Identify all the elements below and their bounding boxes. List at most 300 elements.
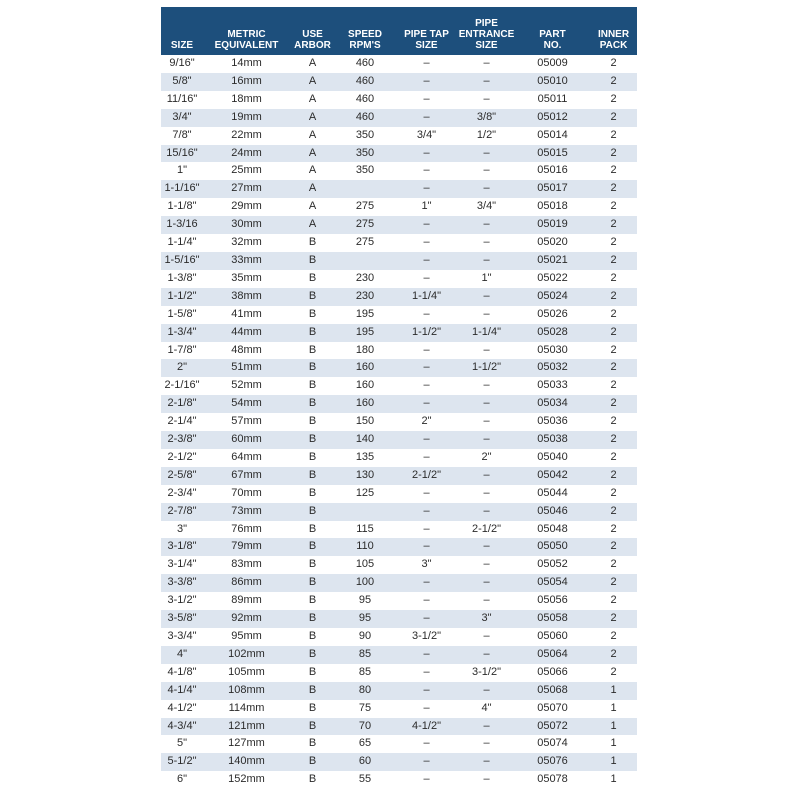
cell-inner-pack: 2: [610, 92, 617, 105]
cell-pipe-tap-size: –: [395, 73, 458, 91]
cell-pipe-tap-size: –: [423, 343, 430, 356]
cell-speed-rpm: 105: [355, 558, 375, 571]
cell-part-no: 05024: [515, 288, 590, 306]
cell-speed-rpm: 460: [355, 92, 375, 105]
cell-speed-rpm: 70: [335, 718, 395, 736]
cell-pipe-entrance-size: –: [483, 558, 490, 571]
cell-part-no: 05048: [537, 522, 568, 535]
cell-pipe-entrance-size: 3/8": [458, 109, 515, 127]
cell-pipe-tap-size: –: [395, 610, 458, 628]
table-row: [161, 127, 637, 145]
cell-speed-rpm: 115: [356, 522, 374, 535]
cell-pipe-tap-size: –: [395, 216, 458, 234]
column-header-line: USE: [302, 29, 323, 40]
cell-pipe-entrance-size: –: [483, 57, 490, 69]
cell-speed-rpm: 195: [355, 307, 375, 320]
cell-use-arbor: B: [308, 415, 317, 428]
cell-part-no: 05011: [537, 92, 568, 105]
cell-pipe-entrance-size: 1-1/2": [458, 359, 515, 377]
table-row: [161, 377, 637, 395]
cell-speed-rpm: [335, 503, 395, 521]
cell-pipe-tap-size: –: [395, 431, 458, 449]
cell-pipe-entrance-size: –: [483, 164, 490, 177]
column-header-line: INNER: [597, 29, 630, 40]
cell-inner-pack: 2: [610, 665, 617, 678]
cell-metric-equivalent: 60mm: [203, 431, 290, 449]
table-row: [161, 234, 637, 252]
cell-pipe-tap-size: –: [423, 665, 430, 678]
cell-part-no: 05012: [515, 109, 590, 127]
cell-inner-pack: 2: [610, 343, 617, 356]
cell-speed-rpm: 160: [355, 379, 375, 392]
cell-inner-pack: 2: [610, 200, 617, 213]
column-header-line: RPM'S: [349, 40, 381, 51]
cell-metric-equivalent: 30mm: [203, 216, 290, 234]
column-header-speed-rpm: [335, 7, 395, 55]
cell-use-arbor: B: [290, 324, 335, 342]
table-row: [161, 592, 637, 610]
cell-metric-equivalent: 73mm: [203, 503, 290, 521]
cell-pipe-entrance-size: –: [483, 236, 490, 249]
table-row: [161, 556, 637, 574]
cell-pipe-tap-size: –: [423, 92, 430, 105]
cell-metric-equivalent: 48mm: [231, 343, 262, 356]
cell-inner-pack: 2: [590, 145, 637, 163]
table-row: [161, 270, 637, 288]
cell-speed-rpm: 275: [355, 200, 375, 213]
cell-inner-pack: 1: [590, 718, 637, 736]
cell-part-no: 05072: [515, 718, 590, 736]
cell-part-no: 05021: [515, 252, 590, 270]
cell-part-no: 05009: [537, 57, 568, 69]
table-row: [161, 252, 637, 270]
column-header-line: SIZE: [475, 40, 498, 51]
cell-metric-equivalent: 25mm: [231, 164, 262, 177]
cell-speed-rpm: 350: [355, 128, 375, 141]
cell-size: 2-1/2": [167, 450, 197, 463]
cell-pipe-entrance-size: –: [458, 431, 515, 449]
table-row: [161, 162, 637, 180]
table-row: [161, 646, 637, 664]
cell-pipe-tap-size: –: [395, 682, 458, 700]
cell-use-arbor: B: [290, 431, 335, 449]
cell-pipe-tap-size: –: [423, 450, 430, 463]
cell-size: 4-1/4": [161, 682, 203, 700]
cell-pipe-tap-size: 4-1/2": [395, 718, 458, 736]
table-row: [161, 55, 637, 73]
cell-size: 1-7/8": [167, 343, 197, 356]
cell-part-no: 05056: [537, 594, 568, 607]
cell-part-no: 05022: [537, 271, 568, 284]
cell-part-no: 05078: [537, 773, 568, 786]
cell-pipe-entrance-size: –: [458, 753, 515, 771]
cell-size: 1-3/16: [161, 216, 203, 234]
cell-use-arbor: A: [290, 109, 335, 127]
cell-use-arbor: B: [290, 467, 335, 485]
cell-use-arbor: A: [308, 57, 317, 69]
table-row: [161, 521, 637, 539]
cell-pipe-entrance-size: –: [458, 252, 515, 270]
cell-size: 2-3/8": [161, 431, 203, 449]
cell-part-no: 05074: [537, 737, 568, 750]
table-row: [161, 467, 637, 485]
cell-speed-rpm: 275: [335, 216, 395, 234]
cell-size: 3-3/8": [161, 574, 203, 592]
cell-part-no: 05026: [537, 307, 568, 320]
cell-use-arbor: B: [290, 503, 335, 521]
cell-use-arbor: B: [290, 646, 335, 664]
cell-inner-pack: 1: [590, 682, 637, 700]
cell-part-no: 05050: [515, 538, 590, 556]
cell-size: 4-1/2": [167, 701, 197, 714]
cell-inner-pack: 2: [590, 431, 637, 449]
cell-metric-equivalent: 14mm: [231, 57, 262, 69]
cell-metric-equivalent: 70mm: [231, 486, 262, 499]
cell-speed-rpm: 55: [358, 773, 372, 786]
cell-use-arbor: B: [290, 574, 335, 592]
column-header-line: ENTRANCE: [458, 29, 515, 40]
cell-metric-equivalent: 92mm: [203, 610, 290, 628]
cell-size: 1-3/8": [167, 271, 197, 284]
cell-pipe-tap-size: –: [395, 359, 458, 377]
cell-pipe-tap-size: –: [423, 773, 430, 786]
cell-use-arbor: A: [308, 128, 317, 141]
cell-use-arbor: B: [308, 630, 317, 642]
cell-part-no: 05066: [537, 665, 568, 678]
table-row: [161, 664, 637, 682]
table-row: [161, 359, 637, 377]
cell-pipe-tap-size: –: [423, 701, 430, 714]
cell-speed-rpm: 160: [335, 359, 395, 377]
cell-part-no: 05046: [515, 503, 590, 521]
cell-pipe-entrance-size: –: [483, 343, 490, 356]
table-row: [161, 413, 637, 431]
cell-pipe-entrance-size: –: [483, 737, 490, 750]
column-header-line: SIZE: [170, 40, 194, 51]
cell-inner-pack: 1: [590, 753, 637, 771]
cell-part-no: 05016: [537, 164, 568, 177]
cell-speed-rpm: 85: [335, 646, 395, 664]
cell-speed-rpm: 195: [335, 324, 395, 342]
cell-use-arbor: B: [308, 450, 317, 463]
cell-pipe-tap-size: –: [395, 538, 458, 556]
cell-part-no: 05054: [515, 574, 590, 592]
cell-size: 5-1/2": [161, 753, 203, 771]
cell-size: 5": [176, 737, 188, 750]
cell-use-arbor: B: [308, 522, 317, 535]
cell-pipe-entrance-size: –: [483, 630, 490, 642]
cell-part-no: 05058: [515, 610, 590, 628]
table-row: [161, 431, 637, 449]
cell-size: 7/8": [172, 128, 192, 141]
cell-pipe-entrance-size: 1-1/4": [458, 324, 515, 342]
cell-speed-rpm: 230: [335, 288, 395, 306]
cell-pipe-entrance-size: 3/4": [476, 200, 497, 213]
cell-inner-pack: 1: [610, 737, 617, 750]
cell-use-arbor: B: [290, 359, 335, 377]
table-row: [161, 771, 637, 789]
table-row: [161, 395, 637, 413]
cell-inner-pack: 2: [610, 630, 617, 642]
cell-size: 2-3/4": [167, 486, 197, 499]
cell-use-arbor: B: [308, 343, 317, 356]
cell-pipe-entrance-size: –: [458, 574, 515, 592]
cell-pipe-entrance-size: –: [458, 503, 515, 521]
cell-pipe-tap-size: 3-1/2": [412, 630, 441, 642]
cell-speed-rpm: 180: [355, 343, 375, 356]
cell-inner-pack: 2: [590, 73, 637, 91]
cell-use-arbor: B: [290, 288, 335, 306]
cell-use-arbor: A: [308, 92, 317, 105]
cell-inner-pack: 2: [590, 216, 637, 234]
cell-size: 3-1/2": [167, 594, 197, 607]
cell-inner-pack: 2: [590, 574, 637, 592]
cell-metric-equivalent: 16mm: [203, 73, 290, 91]
table-row: [161, 342, 637, 360]
table-row: [161, 718, 637, 736]
cell-pipe-tap-size: –: [395, 109, 458, 127]
table-row: [161, 324, 637, 342]
cell-metric-equivalent: 29mm: [231, 200, 262, 213]
cell-pipe-entrance-size: –: [483, 92, 490, 105]
cell-speed-rpm: 75: [358, 701, 372, 714]
cell-part-no: 05010: [515, 73, 590, 91]
table-row: [161, 610, 637, 628]
cell-speed-rpm: 80: [335, 682, 395, 700]
cell-inner-pack: 2: [610, 307, 617, 320]
cell-use-arbor: B: [308, 594, 317, 607]
cell-speed-rpm: 230: [355, 271, 375, 284]
cell-speed-rpm: 460: [355, 57, 375, 69]
cell-use-arbor: B: [308, 486, 317, 499]
cell-use-arbor: A: [308, 164, 317, 177]
cell-metric-equivalent: 67mm: [203, 467, 290, 485]
cell-speed-rpm: 60: [335, 753, 395, 771]
cell-part-no: 05015: [515, 145, 590, 163]
cell-pipe-entrance-size: –: [458, 180, 515, 198]
table-row: [161, 628, 637, 646]
cell-size: 1-1/4": [167, 236, 197, 249]
cell-metric-equivalent: 102mm: [203, 646, 290, 664]
cell-pipe-tap-size: 1": [421, 200, 432, 213]
cell-pipe-entrance-size: –: [458, 288, 515, 306]
cell-metric-equivalent: 114mm: [228, 701, 265, 714]
column-header-line: PACK: [599, 40, 628, 51]
cell-inner-pack: 2: [610, 57, 617, 69]
cell-pipe-entrance-size: –: [458, 216, 515, 234]
cell-pipe-tap-size: –: [423, 271, 430, 284]
table-row: [161, 449, 637, 467]
cell-part-no: 05040: [537, 450, 568, 463]
cell-part-no: 05033: [537, 379, 568, 392]
cell-metric-equivalent: 140mm: [203, 753, 290, 771]
cell-inner-pack: 2: [610, 486, 617, 499]
cell-pipe-tap-size: –: [423, 522, 430, 535]
table-row: [161, 682, 637, 700]
cell-use-arbor: B: [308, 236, 317, 249]
table-row: [161, 503, 637, 521]
cell-inner-pack: 2: [590, 288, 637, 306]
cell-size: 1-1/2": [161, 288, 203, 306]
cell-metric-equivalent: 121mm: [203, 718, 290, 736]
cell-inner-pack: 2: [610, 450, 617, 463]
cell-inner-pack: 1: [610, 701, 617, 714]
cell-pipe-tap-size: 2": [421, 415, 432, 428]
cell-inner-pack: 2: [590, 180, 637, 198]
cell-metric-equivalent: 38mm: [203, 288, 290, 306]
cell-size: 3": [176, 522, 188, 535]
cell-pipe-tap-size: 2-1/2": [395, 467, 458, 485]
cell-use-arbor: B: [308, 737, 317, 750]
cell-inner-pack: 2: [610, 128, 617, 141]
cell-size: 4-1/8": [167, 665, 197, 678]
cell-pipe-tap-size: –: [395, 503, 458, 521]
table-row: [161, 145, 637, 163]
cell-size: 3-1/8": [161, 538, 203, 556]
cell-use-arbor: B: [290, 753, 335, 771]
cell-speed-rpm: 460: [335, 109, 395, 127]
cell-pipe-tap-size: –: [395, 646, 458, 664]
cell-pipe-entrance-size: 4": [481, 701, 492, 714]
cell-metric-equivalent: 51mm: [203, 359, 290, 377]
cell-metric-equivalent: 108mm: [203, 682, 290, 700]
cell-pipe-tap-size: 3/4": [416, 128, 437, 141]
cell-inner-pack: 2: [610, 415, 617, 428]
cell-part-no: 05052: [537, 558, 568, 571]
cell-pipe-tap-size: 3": [421, 558, 432, 571]
cell-pipe-tap-size: –: [395, 395, 458, 413]
cell-pipe-entrance-size: 2-1/2": [472, 522, 501, 535]
cell-use-arbor: A: [290, 73, 335, 91]
cell-size: 5/8": [161, 73, 203, 91]
cell-size: 2": [161, 359, 203, 377]
cell-use-arbor: B: [308, 558, 317, 571]
cell-size: 2-5/8": [161, 467, 203, 485]
cell-use-arbor: B: [290, 538, 335, 556]
cell-metric-equivalent: 27mm: [203, 180, 290, 198]
cell-part-no: 05020: [537, 236, 568, 249]
cell-use-arbor: B: [290, 252, 335, 270]
cell-use-arbor: B: [308, 773, 317, 786]
table-row: [161, 180, 637, 198]
column-header-size: [161, 7, 203, 55]
table-row: [161, 538, 637, 556]
cell-metric-equivalent: 24mm: [203, 145, 290, 163]
cell-pipe-entrance-size: –: [458, 718, 515, 736]
cell-pipe-entrance-size: –: [483, 773, 490, 786]
cell-speed-rpm: 90: [358, 630, 372, 642]
cell-part-no: 05036: [537, 415, 568, 428]
cell-pipe-tap-size: –: [423, 57, 430, 69]
cell-part-no: 05042: [515, 467, 590, 485]
cell-speed-rpm: 350: [335, 145, 395, 163]
cell-pipe-entrance-size: –: [483, 594, 490, 607]
cell-size: 1": [176, 164, 188, 177]
cell-metric-equivalent: 79mm: [203, 538, 290, 556]
column-header-line: PIPE: [475, 18, 498, 29]
cell-part-no: 05018: [537, 200, 568, 213]
cell-speed-rpm: 275: [355, 236, 375, 249]
cell-speed-rpm: 350: [355, 164, 375, 177]
table-row: [161, 91, 637, 109]
cell-pipe-entrance-size: –: [458, 646, 515, 664]
cell-speed-rpm: [335, 252, 395, 270]
cell-part-no: 05034: [515, 395, 590, 413]
cell-size: 1-3/4": [161, 324, 203, 342]
cell-speed-rpm: 65: [358, 737, 372, 750]
cell-use-arbor: B: [308, 307, 317, 320]
column-header-line: NO.: [543, 40, 562, 51]
cell-speed-rpm: [335, 180, 395, 198]
table-row: [161, 753, 637, 771]
column-header-line: SPEED: [348, 29, 382, 40]
cell-part-no: 05028: [515, 324, 590, 342]
cell-speed-rpm: 85: [358, 665, 372, 678]
cell-use-arbor: B: [290, 718, 335, 736]
cell-part-no: 05068: [515, 682, 590, 700]
table-row: [161, 109, 637, 127]
cell-use-arbor: A: [308, 200, 317, 213]
cell-pipe-entrance-size: 3": [458, 610, 515, 628]
cell-part-no: 05014: [537, 128, 568, 141]
cell-part-no: 05017: [515, 180, 590, 198]
cell-pipe-tap-size: –: [395, 753, 458, 771]
table-row: [161, 574, 637, 592]
cell-part-no: 05032: [515, 359, 590, 377]
cell-metric-equivalent: 95mm: [231, 630, 262, 642]
cell-speed-rpm: 95: [335, 610, 395, 628]
cell-size: 2-1/8": [161, 395, 203, 413]
table-row: [161, 288, 637, 306]
cell-pipe-entrance-size: –: [458, 682, 515, 700]
cell-pipe-tap-size: –: [423, 486, 430, 499]
cell-pipe-entrance-size: –: [483, 307, 490, 320]
cell-metric-equivalent: 83mm: [231, 558, 262, 571]
cell-part-no: 05076: [515, 753, 590, 771]
cell-metric-equivalent: 54mm: [203, 395, 290, 413]
cell-metric-equivalent: 152mm: [228, 773, 265, 786]
cell-pipe-entrance-size: 1/2": [476, 128, 497, 141]
cell-pipe-tap-size: 1-1/4": [395, 288, 458, 306]
cell-metric-equivalent: 57mm: [231, 415, 262, 428]
cell-speed-rpm: 460: [335, 73, 395, 91]
cell-inner-pack: 2: [610, 522, 617, 535]
cell-size: 4-3/4": [161, 718, 203, 736]
cell-size: 11/16": [166, 92, 198, 105]
column-header-line: ARBOR: [294, 40, 331, 51]
cell-speed-rpm: 110: [335, 538, 395, 556]
cell-pipe-entrance-size: –: [483, 486, 490, 499]
cell-metric-equivalent: 33mm: [203, 252, 290, 270]
cell-inner-pack: 2: [590, 467, 637, 485]
cell-pipe-tap-size: –: [395, 252, 458, 270]
cell-size: 3-3/4": [167, 630, 197, 642]
column-header-line: EQUIVALENT: [214, 40, 279, 51]
cell-inner-pack: 1: [610, 773, 617, 786]
cell-metric-equivalent: 89mm: [231, 594, 262, 607]
cell-size: 1-1/8": [167, 200, 197, 213]
cell-part-no: 05019: [515, 216, 590, 234]
cell-pipe-tap-size: –: [423, 594, 430, 607]
column-header-pipe-tap-size: [395, 7, 458, 55]
cell-metric-equivalent: 127mm: [228, 737, 265, 750]
cell-metric-equivalent: 22mm: [231, 128, 262, 141]
cell-metric-equivalent: 44mm: [203, 324, 290, 342]
cell-size: 2-7/8": [161, 503, 203, 521]
table-header: [161, 7, 637, 55]
cell-speed-rpm: 130: [335, 467, 395, 485]
cell-size: 1-1/16": [161, 180, 203, 198]
